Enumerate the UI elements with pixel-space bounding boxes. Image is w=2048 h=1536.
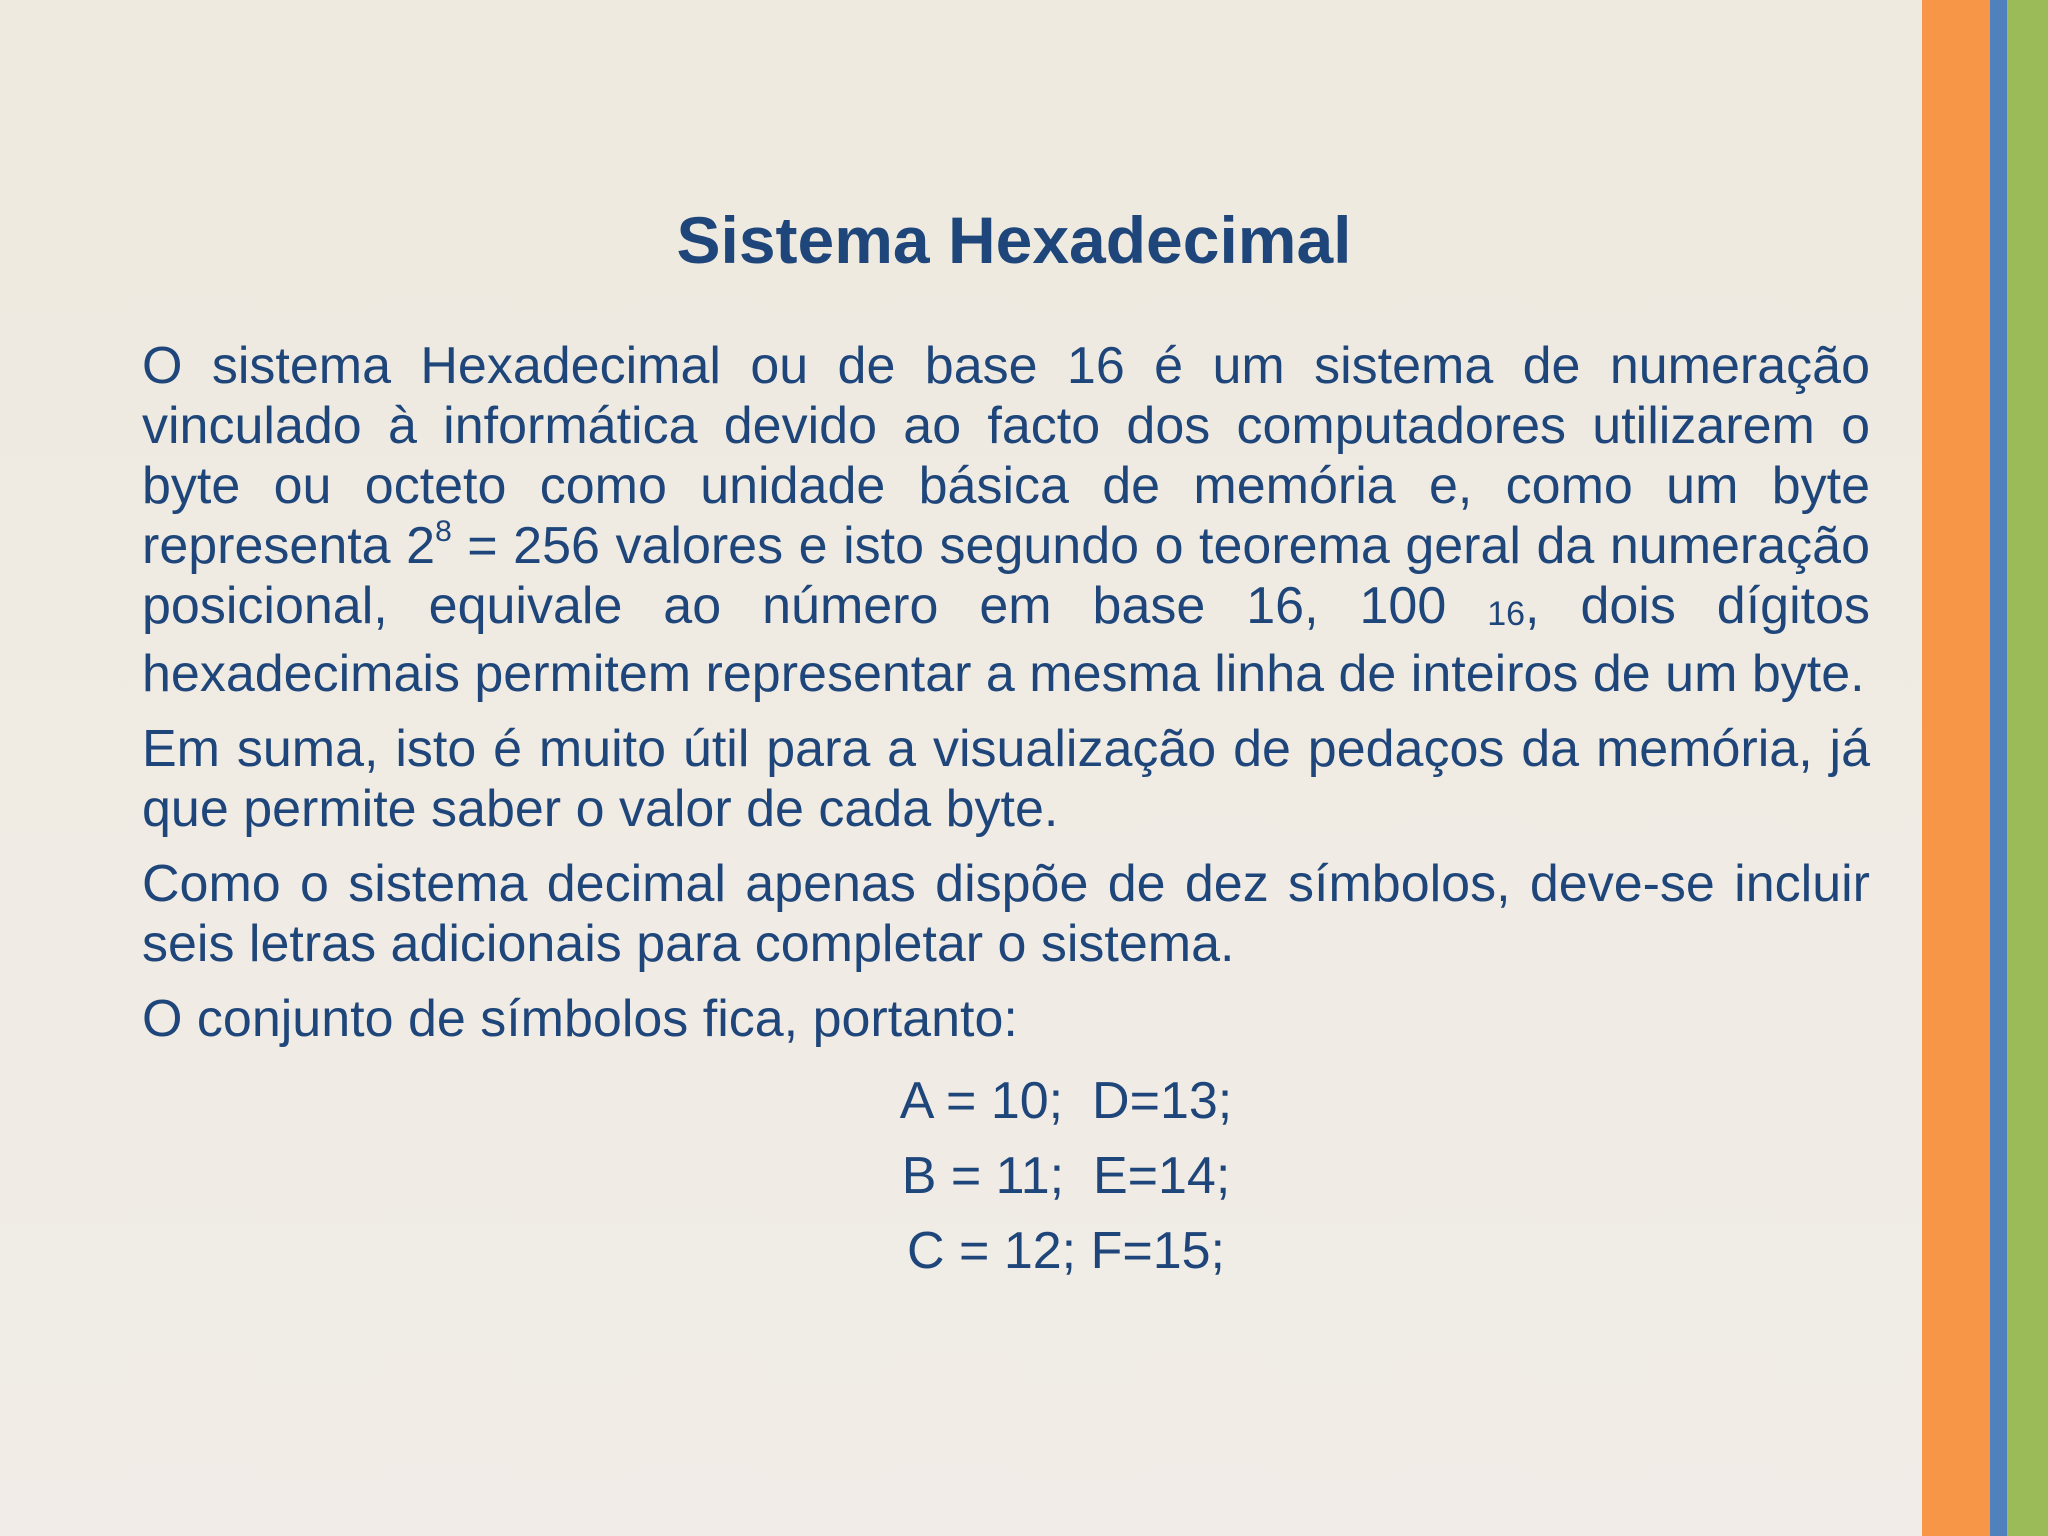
symbol-row: A = 10; D=13; — [899, 1072, 1233, 1130]
slide-title: Sistema Hexadecimal — [676, 203, 1352, 277]
symbol-row: B = 11; E=14; — [901, 1147, 1231, 1205]
symbol-row: C = 12; F=15; — [907, 1222, 1225, 1280]
slide-content — [142, 336, 1870, 1289]
paragraph-intro-text-2: = 256 valores e isto segundo o teorema geral da numeração posicional, equivale ao número em base 16, 100 — [142, 517, 1871, 635]
base-subscript: 16 — [1487, 595, 1526, 633]
paragraph-symbol-set-intro: O conjunto de símbolos fica, portanto: — [142, 990, 1018, 1048]
paragraph-intro — [142, 336, 1870, 704]
exponent: 8 — [435, 515, 452, 548]
paragraph-symbols-explanation: Como o sistema decimal apenas dispõe de dez símbolos, deve-se incluir seis letras adicionais para completar o sistema. — [142, 855, 1870, 973]
paragraph-intro-text-1: O sistema Hexadecimal ou de base 16 é um sistema de numeração vinculado à informática devido ao facto dos computadores utilizarem o byte ou octeto como unidade básica de memória e, como um byte representa 2 — [142, 337, 1870, 575]
paragraph-usefulness: Em suma, isto é muito útil para a visualização de pedaços da memória, já que permite saber o valor de cada byte. — [142, 720, 1870, 838]
symbol-list — [142, 1064, 1870, 1289]
paragraph-intro-text-3: , dois dígitos hexadecimais permitem representar a mesma linha de inteiros de um byte. — [142, 577, 1870, 703]
